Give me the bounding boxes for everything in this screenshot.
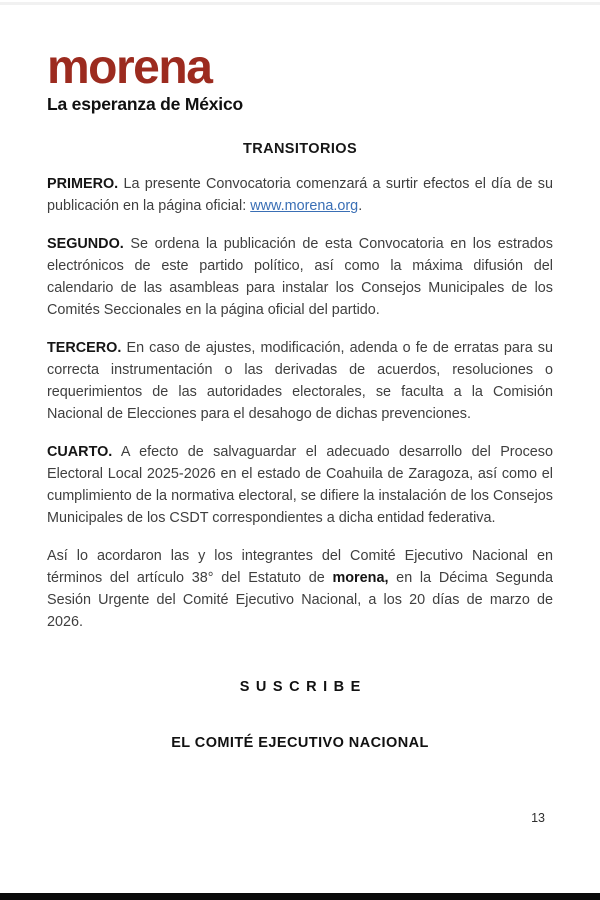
paragraph-lead: PRIMERO. xyxy=(47,176,119,192)
paragraph-text: Se ordena la publicación de esta Convocatoria en los estrados electrónicos de este partido político, así como la máxima difusión del calendario de las asambleas para instalar los Consejos Municipales de los Comités Seccionales en la página oficial del partido. xyxy=(47,236,553,318)
paragraph-text: La presente Convocatoria comenzará a surtir efectos el día de su publicación en la página oficial: xyxy=(47,176,553,214)
paragraph-lead: CUARTO. xyxy=(47,444,113,460)
morena-tagline: La esperanza de México xyxy=(47,94,243,114)
morena-wordmark: morena xyxy=(47,41,212,94)
paragraph-primero xyxy=(47,173,553,217)
closing-text-end: en la Décima Segunda Sesión Urgente del Comité Ejecutivo Nacional, a los 20 días de marzo de 2026. xyxy=(47,570,553,630)
paragraph-cuarto xyxy=(47,441,553,529)
page-bottom-bar xyxy=(0,893,600,900)
paragraph-closing xyxy=(47,545,553,633)
paragraph-lead: SEGUNDO. xyxy=(47,236,124,252)
paragraph-suffix: . xyxy=(358,198,363,214)
committee-heading: EL COMITÉ EJECUTIVO NACIONAL xyxy=(171,735,429,751)
page-number: 13 xyxy=(531,811,545,825)
paragraph-segundo xyxy=(47,233,553,321)
paragraph-lead: TERCERO. xyxy=(47,340,122,356)
document-content xyxy=(47,0,553,751)
section-title: TRANSITORIOS xyxy=(242,141,358,157)
paragraph-tercero xyxy=(47,337,553,425)
paragraph-text: En caso de ajustes, modificación, adenda o fe de erratas para su correcta instrumentación o las derivadas de acuerdos, resoluciones o requerimientos de las autoridades electorales, se faculta a la Comisión Nacional de Elecciones para el desahogo de dichas prevenciones. xyxy=(47,340,553,422)
closing-emphasis: morena, xyxy=(332,570,389,586)
suscribe-heading: SUSCRIBE xyxy=(239,679,367,695)
closing-text-start: Así lo acordaron las y los integrantes del Comité Ejecutivo Nacional en términos del artículo 38° del Estatuto de xyxy=(47,548,553,586)
morena-org-link[interactable]: www.morena.org xyxy=(250,198,359,214)
paragraph-text: A efecto de salvaguardar el adecuado desarrollo del Proceso Electoral Local 2025-2026 en el estado de Coahuila de Zaragoza, así como el cumplimiento de la normativa electoral, se difiere la instalación de los Consejos Municipales de los CSDT correspondientes a dicha entidad federativa. xyxy=(47,444,553,526)
morena-logo xyxy=(47,41,553,115)
